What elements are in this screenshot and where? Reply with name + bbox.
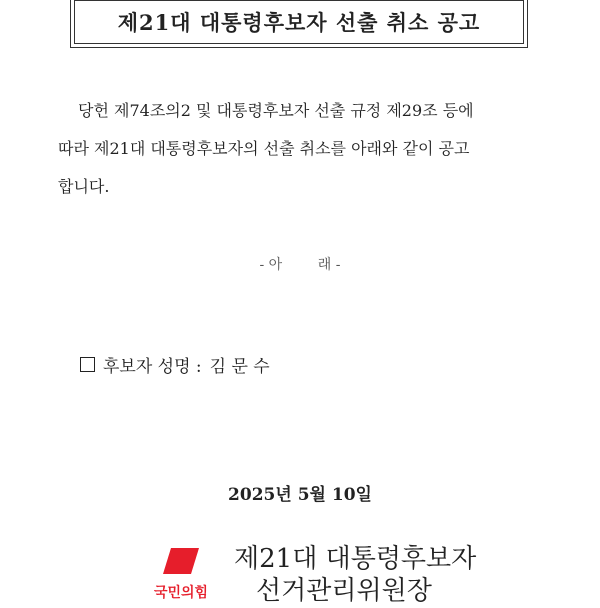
issuer-block [234, 543, 476, 607]
party-logo [145, 548, 217, 608]
document-title: 제21대 대통령후보자 선출 취소 공고 [117, 10, 481, 35]
checkbox-icon [80, 357, 95, 372]
party-logo-text: 국민의힘 [153, 585, 209, 601]
candidate-row [80, 352, 270, 377]
party-logo-icon [163, 548, 199, 574]
notice-date: 2025년 5월 10일 [228, 485, 372, 505]
candidate-name: 김 문 수 [209, 357, 270, 377]
title-box [70, 0, 528, 48]
body-line-3: 합니다. [58, 177, 110, 196]
section-separator: - 아 래 - [259, 257, 341, 273]
candidate-label: 후보자 성명 : [103, 357, 202, 377]
body-line-2: 따라 제21대 대통령후보자의 선출 취소를 아래와 같이 공고 [58, 139, 470, 158]
body-line-1: 당헌 제74조의2 및 대통령후보자 선출 규정 제29조 등에 [78, 101, 474, 120]
issuer-line-2: 선거관리위원장 [256, 576, 432, 606]
issuer-line-1: 제21대 대통령후보자 [234, 544, 477, 574]
notice-body [58, 92, 558, 206]
